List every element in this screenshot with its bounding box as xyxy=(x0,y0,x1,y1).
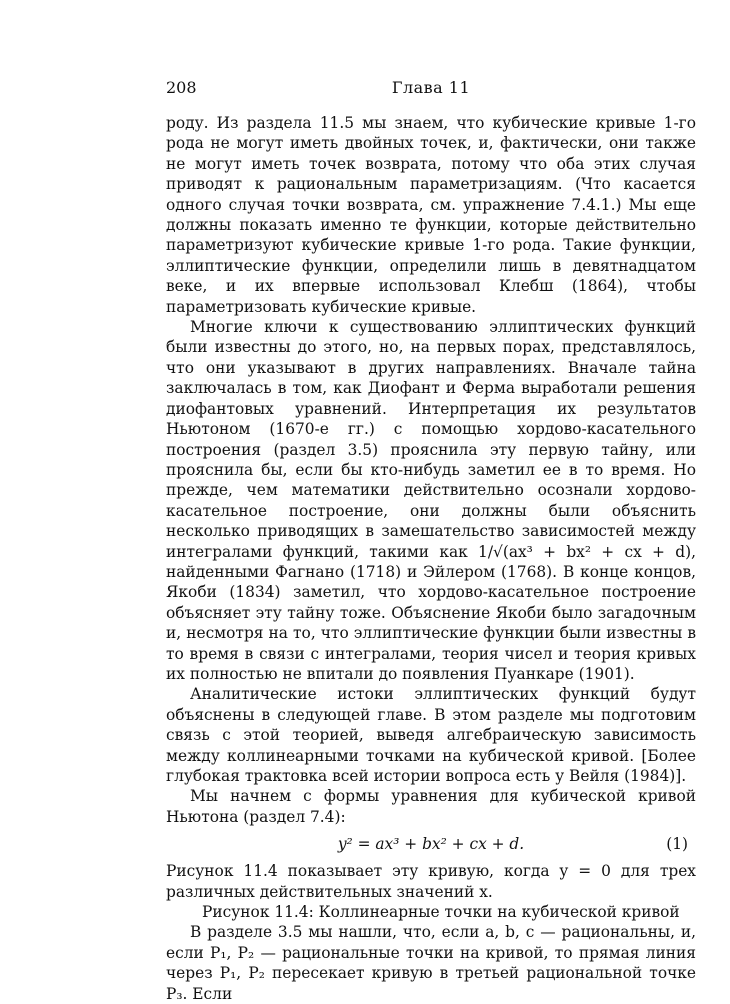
paragraph-continuation: роду. Из раздела 11.5 мы знаем, что кубические кривые 1-го рода не могут иметь двойных точек, и, фактически, они также не могут иметь точек возврата, потому что оба этих случая приводят к рациональным параметризациям. (Что касается одного случая точки возврата, см. упражнение 7.4.1.) Мы еще должны показать именно те функции, которые действительно параметризуют кубические кривые 1-го рода. Такие функции, эллиптические функции, определили лишь в девятнадцатом веке, и их впервые использовал Клебш (1864), чтобы параметризовать кубические кривые. xyxy=(166,114,696,316)
running-header xyxy=(166,78,696,100)
paragraph-figure-reference: Рисунок 11.4 показывает эту кривую, когда y = 0 для трех различных действительных значений x. xyxy=(166,862,696,901)
figure-caption: Рисунок 11.4: Коллинеарные точки на кубической кривой xyxy=(202,903,680,922)
paragraph-rational-points: В разделе 3.5 мы нашли, что, если a, b, c — рациональны, и, если P₁, P₂ — рациональные точки на кривой, то прямая линия через P₁, P₂ пересекает кривую в третьей рациональной точке P₃. Если xyxy=(166,923,696,1003)
equation-number: (1) xyxy=(666,835,688,854)
paragraph-history: Многие ключи к существованию эллиптических функций были известны до этого, но, на первых порах, представлялось, что они указывают в других направлениях. Вначале тайна заключалась в том, как Диофант и Ферма выработали решения диофантовых уравнений. Интерпретация их результатов Ньютоном (1670-е гг.) с помощью хордово-касательного построения (раздел 3.5) прояснила эту первую тайну, или прояснила бы, если бы кто-нибудь заметил ее в то время. Но прежде, чем математики действительно осознали хордово-касательное построение, они должны были объяснить несколько приводящих в замешательство зависимостей между интегралами функций, такими как 1/√(ax³ + bx² + cx + d), найденными Фагнано (1718) и Эйлером (1768). В конце концов, Якоби (1834) заметил, что хордово-касательное построение объясняет эту тайну тоже. Объяснение Якоби было загадочным и, несмотря на то, что эллиптические функции были известны в то время в связи с интегралами, теория чисел и теория кривых их полностью не впитали до появления Пуанкаре (1901). xyxy=(166,318,696,683)
equation-1 xyxy=(166,827,696,861)
page-number: 208 xyxy=(166,78,197,97)
equation-text: y² = ax³ + bx² + cx + d. xyxy=(337,835,525,854)
paragraph-analytic-origins: Аналитические истоки эллиптических функций будут объяснены в следующей главе. В этом разделе мы подготовим связь с этой теорией, выведя алгебраическую зависимость между коллинеарными точками на кубической кривой. [Более глубокая трактовка всей истории вопроса есть у Вейля (1984)]. xyxy=(166,685,696,785)
page-body xyxy=(166,113,696,1004)
chapter-title: Глава 11 xyxy=(391,78,471,97)
paragraph-newton-form: Мы начнем с формы уравнения для кубической кривой Ньютона (раздел 7.4): xyxy=(166,787,696,826)
